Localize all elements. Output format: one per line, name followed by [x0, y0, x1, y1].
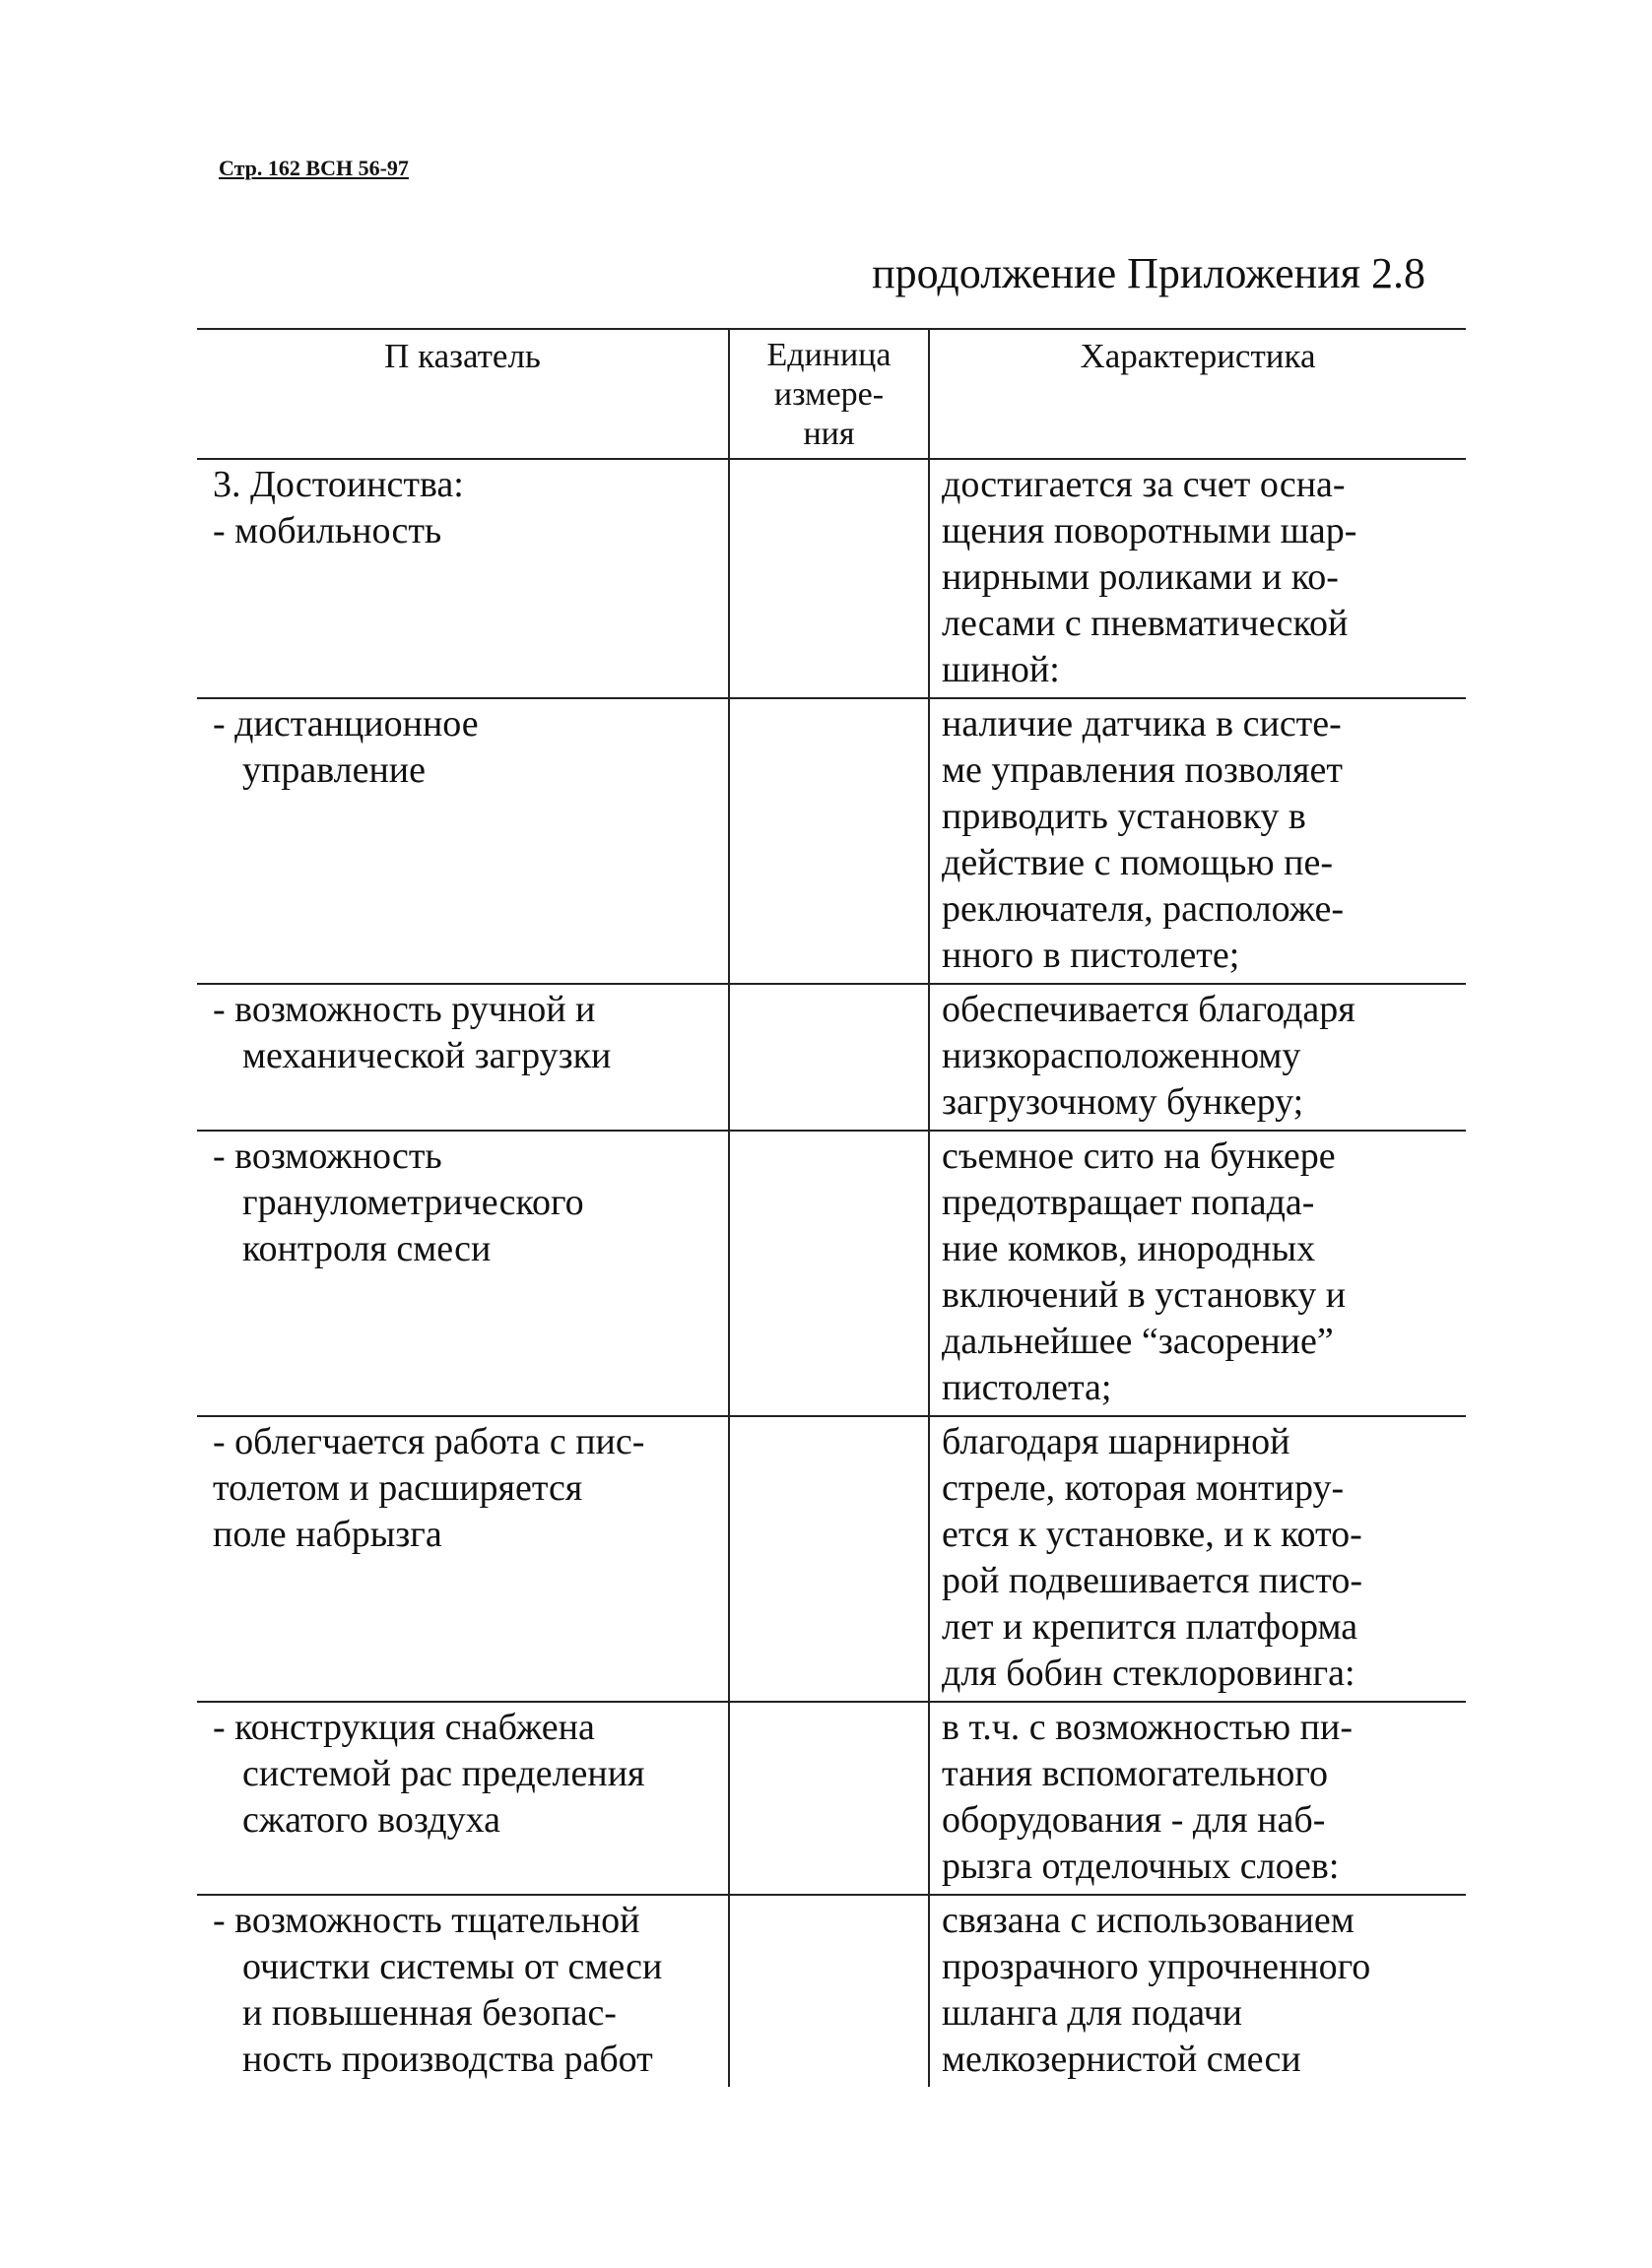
indicator-cell — [197, 459, 729, 698]
indicator-line: сжатого воздуха — [242, 1799, 500, 1841]
characteristic-line: предотвращает попада- — [942, 1182, 1315, 1223]
indicator-cell — [197, 698, 729, 984]
characteristic-cell — [929, 1416, 1466, 1702]
characteristic-line: съемное сито на бункере — [942, 1135, 1336, 1177]
characteristic-line: мелкозернистой смеси — [942, 2039, 1301, 2080]
unit-cell — [729, 698, 929, 984]
characteristic-line: приводить установку в — [942, 796, 1306, 837]
indicator-line: механической загрузки — [242, 1035, 612, 1076]
indicator-line: гранулометрического — [242, 1182, 584, 1223]
unit-cell — [729, 1416, 929, 1702]
indicator-line: толетом и расширяется — [213, 1467, 583, 1509]
unit-header-line: ния — [803, 416, 855, 452]
table-row — [197, 1416, 1466, 1702]
column-header-unit — [729, 329, 929, 459]
indicator-line: контроля смеси — [242, 1228, 492, 1269]
indicator-line: поле набрызга — [213, 1514, 442, 1555]
table-header-row — [197, 329, 1466, 459]
characteristic-line: наличие датчика в систе- — [942, 703, 1342, 745]
indicator-cell — [197, 1416, 729, 1702]
characteristic-line: дальнейшее “засорение” — [942, 1321, 1334, 1362]
characteristic-cell — [929, 459, 1466, 698]
characteristic-line: ется к установке, и к кото- — [942, 1514, 1362, 1555]
characteristic-line: нного в пистолете; — [942, 935, 1240, 976]
characteristic-line: оборудования - для наб- — [942, 1799, 1326, 1841]
indicator-line: - дистанционное — [213, 703, 479, 745]
indicator-cell — [197, 984, 729, 1131]
characteristic-cell — [929, 984, 1466, 1131]
table-row — [197, 1702, 1466, 1895]
characteristic-line: нирными роликами и ко- — [942, 556, 1339, 598]
characteristic-line: достигается за счет осна- — [942, 464, 1346, 505]
characteristic-cell — [929, 1131, 1466, 1416]
characteristic-line: щения поворотными шар- — [942, 510, 1357, 551]
characteristic-cell — [929, 1895, 1466, 2087]
indicator-line: и повышенная безопас- — [242, 1992, 617, 2034]
indicator-cell — [197, 1702, 729, 1895]
characteristic-line: низкорасположенному — [942, 1035, 1301, 1076]
unit-header-line: измере- — [773, 376, 885, 413]
characteristic-line: стреле, которая монтиру- — [942, 1467, 1345, 1509]
indicator-line: 3. Достоинства: — [213, 464, 464, 505]
characteristic-line: тания вспомогательного — [942, 1753, 1329, 1794]
characteristic-line: лесами с пневматической — [942, 603, 1349, 644]
table-row — [197, 1131, 1466, 1416]
characteristic-line: загрузочному бункеру; — [942, 1081, 1304, 1123]
characteristic-cell — [929, 698, 1466, 984]
table-row — [197, 698, 1466, 984]
characteristic-line: реключателя, расположе- — [942, 888, 1344, 930]
characteristic-line: пистолета; — [942, 1367, 1112, 1408]
characteristic-line: в т.ч. с возможностью пи- — [942, 1707, 1353, 1748]
characteristic-line: связана с использованием — [942, 1900, 1355, 1941]
indicator-line: - облегчается работа с пис- — [213, 1421, 645, 1462]
table-row — [197, 1895, 1466, 2087]
indicator-cell — [197, 1895, 729, 2087]
unit-cell — [729, 1131, 929, 1416]
unit-cell — [729, 1895, 929, 2087]
unit-cell — [729, 459, 929, 698]
characteristic-line: прозрачного упрочненного — [942, 1946, 1371, 1987]
characteristic-cell — [929, 1702, 1466, 1895]
indicators-table — [197, 328, 1466, 2087]
indicator-line: системой рас пределения — [242, 1753, 645, 1794]
characteristic-line: ние комков, инородных — [942, 1228, 1316, 1269]
characteristic-line: действие с помощью пе- — [942, 842, 1334, 883]
characteristic-line: для бобин стеклоровинга: — [942, 1652, 1355, 1694]
indicator-line: - возможность тщательной — [213, 1900, 640, 1941]
characteristic-line: ме управления позволяет — [942, 749, 1343, 791]
indicator-line: - конструкция снабжена — [213, 1707, 595, 1748]
table-row — [197, 459, 1466, 698]
characteristic-line: обеспечивается благодаря — [942, 989, 1355, 1030]
unit-cell — [729, 1702, 929, 1895]
characteristic-line: шиной: — [942, 649, 1060, 690]
indicator-cell — [197, 1131, 729, 1416]
characteristic-line: рой подвешивается писто- — [942, 1560, 1362, 1601]
table-row — [197, 984, 1466, 1131]
indicator-line: ность производства работ — [242, 2039, 653, 2080]
unit-header-line: Единица — [766, 337, 892, 373]
characteristic-line: включений в установку и — [942, 1274, 1347, 1316]
indicator-line: очистки системы от смеси — [242, 1946, 663, 1987]
indicator-line: - мобильность — [213, 510, 442, 551]
column-header-characteristic: Характеристика — [929, 329, 1466, 459]
column-header-indicator: П казатель — [197, 329, 729, 459]
continuation-title: продолжение Приложения 2.8 — [872, 249, 1425, 297]
indicator-line: - возможность — [213, 1135, 442, 1177]
indicator-line: управление — [242, 749, 427, 791]
characteristic-line: рызга отделочных слоев: — [942, 1846, 1340, 1887]
indicator-line: - возможность ручной и — [213, 989, 596, 1030]
characteristic-line: лет и крепится платформа — [942, 1606, 1358, 1648]
unit-cell — [729, 984, 929, 1131]
page-reference: Стр. 162 ВСН 56-97 — [219, 156, 409, 180]
characteristic-line: благодаря шарнирной — [942, 1421, 1290, 1462]
characteristic-line: шланга для подачи — [942, 1992, 1243, 2034]
